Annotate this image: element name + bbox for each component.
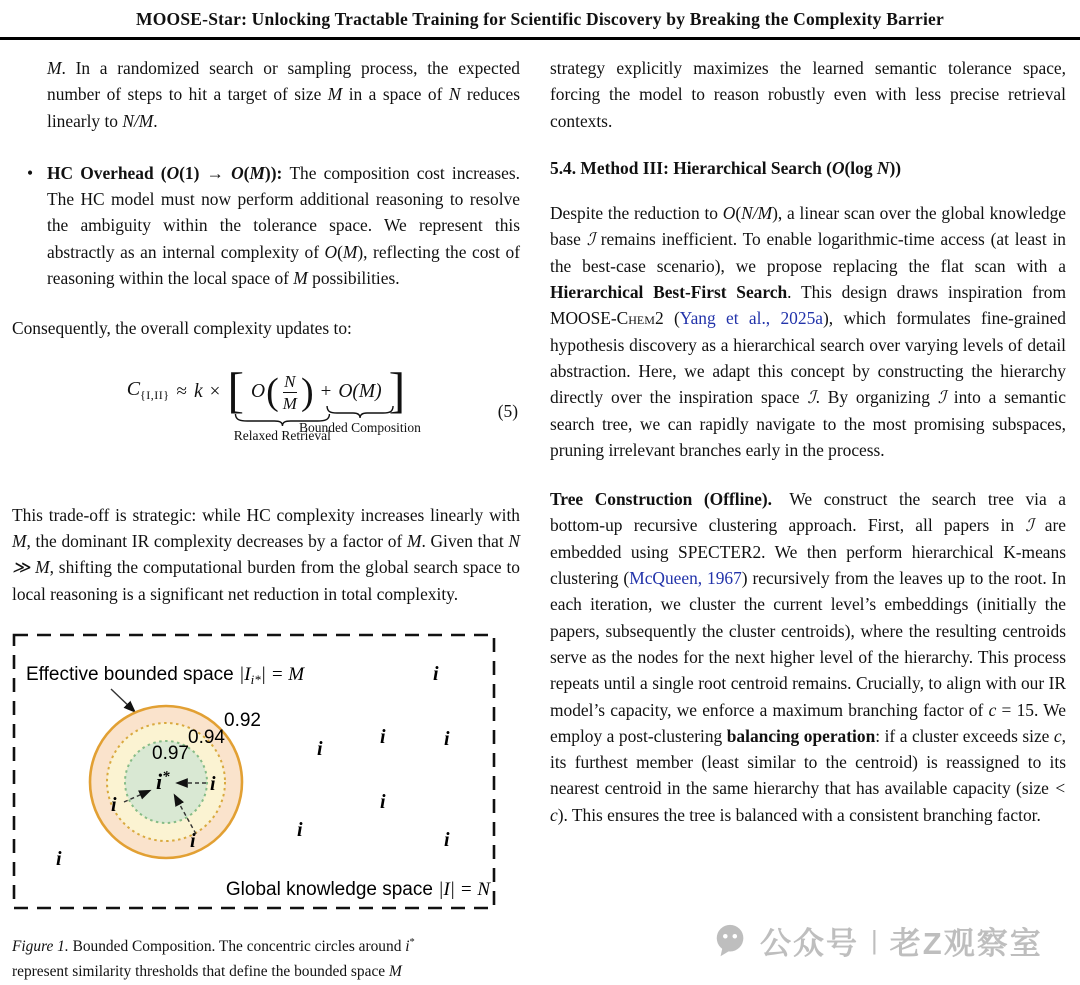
coefficient-k: k bbox=[193, 381, 203, 403]
underbrace-label-relaxed-retrieval: Relaxed Retrieval bbox=[233, 427, 331, 443]
figure-1-caption: Figure 1. Bounded Composition. The concentric circles around i* represent similarity thresholds that define the bounded space M bbox=[12, 937, 415, 981]
inspiration-point: i bbox=[380, 790, 386, 813]
underbrace-curve bbox=[326, 405, 394, 419]
list-item-hc-overhead bbox=[12, 160, 520, 291]
watermark-account-text: 公众号 bbox=[760, 926, 859, 961]
times-symbol: × bbox=[209, 381, 221, 403]
wechat-icon bbox=[712, 922, 750, 960]
list-item-text: HC Overhead (O(1) → O(M)): The composition cost increases. The HC model must now perform additional reasoning to resolve the ambiguity within the tolerance space. We represent this abstractly as an internal complexity of O(M), reflecting the cost of reasoning within the local space of M possibilities. bbox=[47, 162, 520, 289]
inspiration-point: i bbox=[317, 737, 323, 760]
watermark-divider: | bbox=[871, 925, 878, 955]
inspiration-point: i bbox=[190, 829, 196, 852]
paragraph-hierarchical-search: Despite the reduction to O(N/M), a linear scan over the global knowledge base ℐ remains inefficient. To enable logarithmic-time access (at least in the best-case scenario), we propose replacing the flat scan with a Hierarchical Best-First Search. This design draws inspiration from MOOSE-Chem2 (Yang et al., 2025a), which formulates fine-grained hypothesis discovery as a hierarchical search over varying levels of detail abstraction. Here, we adapt this concept by constructing the hierarchy directly over the inspiration space ℐ. By organizing ℐ into a semantic search tree, we can rapidly navigate to the most promising subspaces, pruning irrelevant branches early in the process. bbox=[550, 203, 1067, 460]
paragraph-randomized-search: M. In a randomized search or sampling process, the expected number of steps to hit a target of size M in a space of N reduces linearly to N/M. bbox=[47, 58, 520, 131]
inspiration-point: i bbox=[433, 662, 439, 685]
equation-number: (5) bbox=[497, 400, 518, 421]
label-pointer-arrow bbox=[111, 689, 134, 711]
term-bounded-composition: O(M) Bounded Composition bbox=[299, 381, 421, 436]
left-column bbox=[12, 55, 520, 984]
equation-5 bbox=[12, 358, 520, 476]
header-double-rule bbox=[0, 37, 1080, 40]
plus-symbol: + bbox=[320, 381, 332, 403]
figure-1 bbox=[12, 633, 520, 918]
approx-symbol: ≈ bbox=[176, 381, 187, 403]
paragraph-tree-construction: Tree Construction (Offline). We construct the search tree via a bottom-up recursive clustering approach. First, all papers in ℐ are embedded using SPECTER2. We then perform hierarchical K-means clustering (McQueen, 1967) recursively from the leaves up to the root. In each iteration, we cluster the current level’s embeddings (initially the papers, subsequently the cluster centroids), where the resulting centroids serve as the nodes for the next higher level of the hierarchy. This process repeats until a single root centroid remains. Crucially, to align with our IR model’s capacity, we enforce a maximum branching factor of c = 15. We employ a post-clustering balancing operation: if a cluster exceeds size c, its furthest member (least similar to the centroid) is reassigned to its nearest centroid in the same hierarchy that has available capacity (size < c). This ensures the tree is balanced with a consistent branching factor. bbox=[550, 489, 1067, 825]
inspiration-point: i bbox=[380, 725, 386, 748]
paragraph-tradeoff: This trade-off is strategic: while HC complexity increases linearly with M, the dominant IR complexity decreases by a factor of M. Given that N ≫ M, shifting the computational burden from the global search space to local reasoning is a significant net reduction in total complexity. bbox=[12, 504, 520, 604]
paragraph-semantic-tolerance: strategy explicitly maximizes the learned semantic tolerance space, forcing the model to reason robustly even with less precise retrieval contexts. bbox=[550, 58, 1066, 131]
paragraph-consequently: Consequently, the overall complexity updates to: bbox=[12, 318, 352, 339]
section-heading-5-4: 5.4. Method III: Hierarchical Search (O(log N)) bbox=[550, 157, 902, 178]
threshold-value-inner: 0.97 bbox=[152, 742, 189, 764]
threshold-value-middle: 0.94 bbox=[188, 726, 225, 748]
right-column bbox=[550, 55, 1066, 828]
watermark-name-text: 老Z观察室 bbox=[889, 926, 1043, 961]
bounded-space-label: Effective bounded space $|I_{i*}| = M$ bbox=[26, 663, 305, 687]
equation-lhs: $C_{\{I,II\}}$ bbox=[126, 378, 170, 403]
underbrace-label-bounded-composition: Bounded Composition bbox=[299, 420, 421, 436]
fraction-bar bbox=[283, 392, 297, 393]
threshold-value-outer: 0.92 bbox=[224, 709, 261, 731]
inspiration-point: i bbox=[210, 772, 216, 795]
bullet-icon: • bbox=[27, 162, 34, 183]
inspiration-point: i bbox=[444, 727, 450, 750]
inspiration-point: i bbox=[56, 847, 62, 870]
paper-running-title: MOOSE-Star: Unlocking Tractable Training for Scientific Discovery by Breaking the Complexity Barrier bbox=[136, 9, 944, 29]
target-inspiration-label: i* bbox=[156, 768, 170, 794]
global-space-label: Global knowledge space |I| = N bbox=[225, 878, 490, 900]
inspiration-point: i bbox=[297, 818, 303, 841]
inspiration-point: i bbox=[444, 828, 450, 851]
equation-body: $C_{\{I,II\}}$ ≈ k × [ O ( $\frac{N}{M}$ ) Relaxed Retrieval + O(M) Bounded Composition ] bbox=[126, 362, 421, 443]
figure-1-canvas bbox=[12, 633, 496, 911]
watermark bbox=[712, 918, 1043, 963]
fraction-n-over-m: $\frac{N}{M}$ bbox=[282, 371, 297, 413]
page-header bbox=[0, 0, 1080, 40]
inspiration-point: i bbox=[111, 793, 117, 816]
term-relaxed-retrieval: O ( $\frac{N}{M}$ ) Relaxed Retrieval bbox=[233, 371, 331, 443]
